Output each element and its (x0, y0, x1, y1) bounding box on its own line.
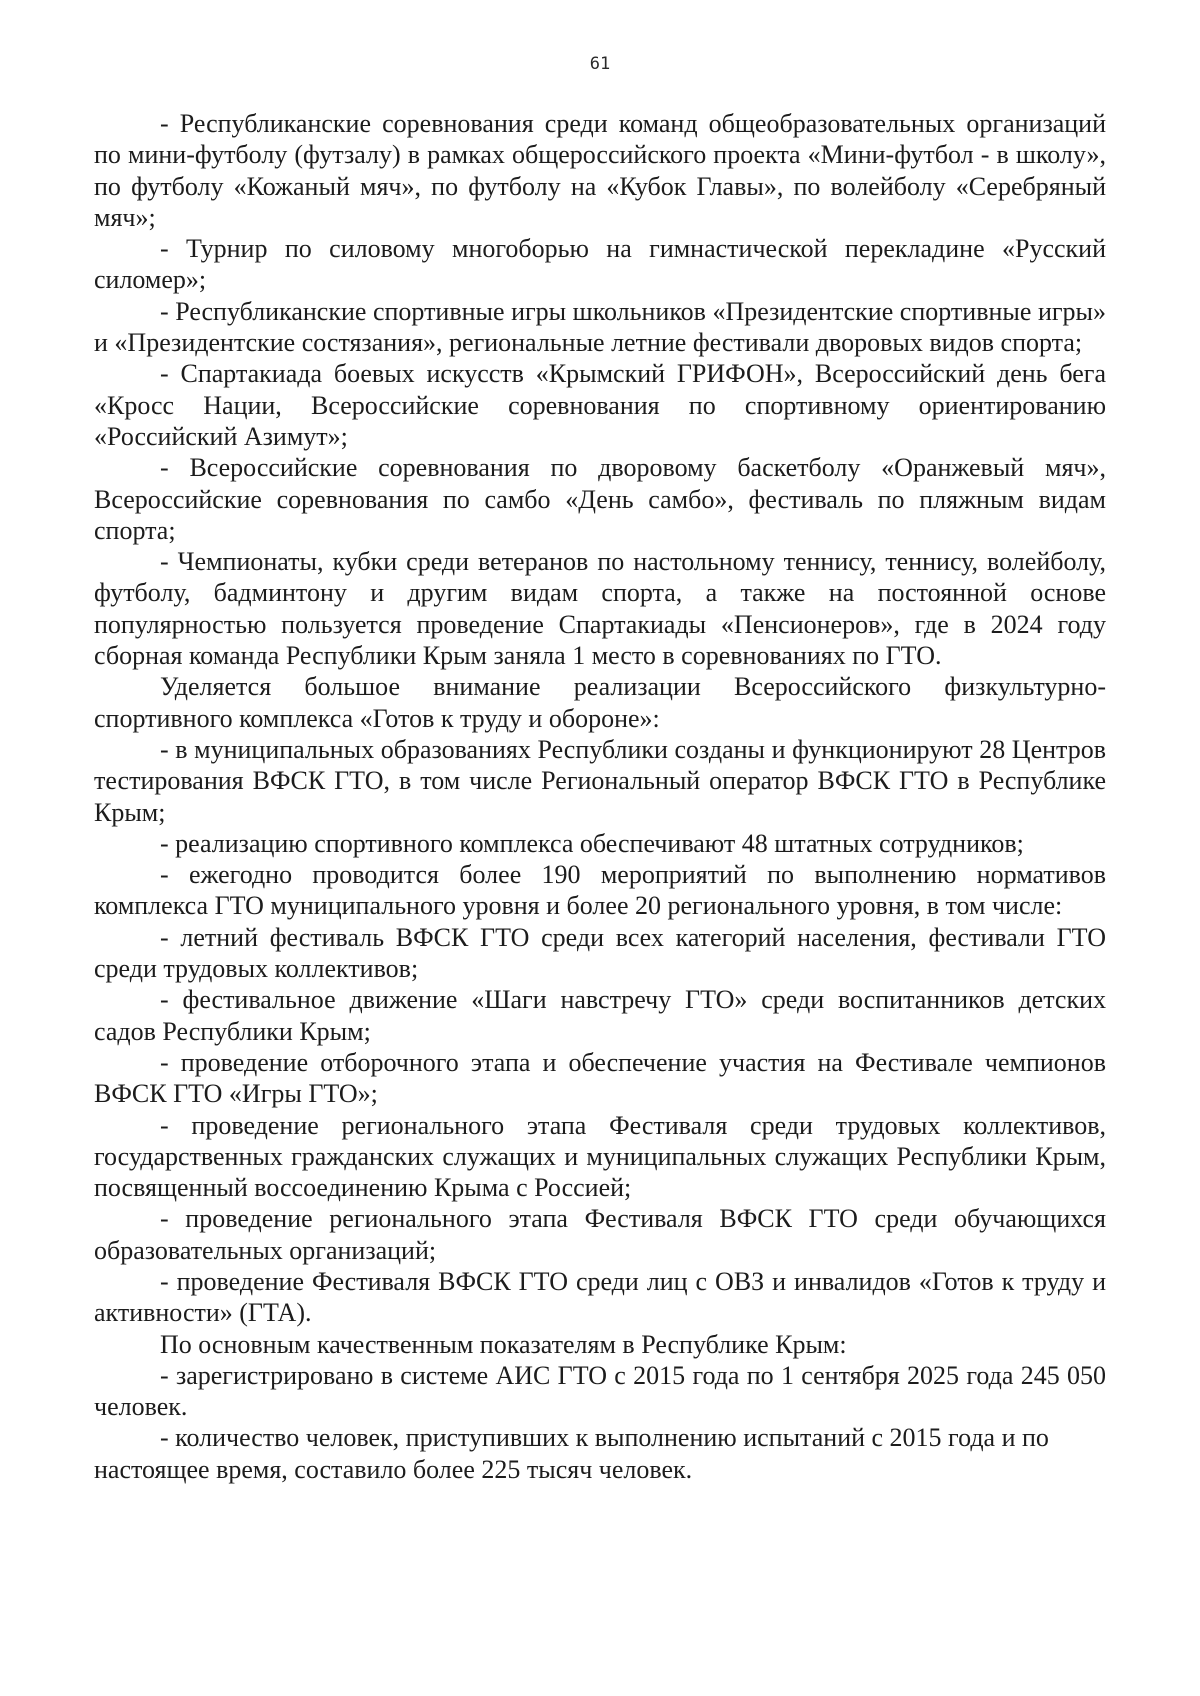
paragraph: - количество человек, приступивших к выполнению испытаний с 2015 года и по настоящее время, составило более 225 тысяч человек. (94, 1423, 1049, 1484)
paragraph: - ежегодно проводится более 190 мероприятий по выполнению нормативов комплекса ГТО муниципального уровня и более 20 регионального уровня, в том числе: (94, 860, 1106, 921)
paragraph: - Турнир по силовому многоборью на гимнастической перекладине «Русский силомер»; (94, 234, 1106, 295)
paragraph: - проведение отборочного этапа и обеспечение участия на Фестивале чемпионов ВФСК ГТО «Игры ГТО»; (94, 1047, 1106, 1109)
paragraph: - фестивальное движение «Шаги навстречу ГТО» среди воспитанников детских садов Республики Крым; (94, 985, 1106, 1046)
paragraph: - проведение регионального этапа Фестиваля ВФСК ГТО среди обучающихся образовательных организаций; (94, 1204, 1106, 1265)
paragraph: - Спартакиада боевых искусств «Крымский ГРИФОН», Всероссийский день бега «Кросс Нации, Всероссийские соревнования по спортивному ориентированию «Российский Азимут»; (94, 359, 1106, 451)
paragraph: - зарегистрировано в системе АИС ГТО с 2015 года по 1 сентября 2025 года 245 050 человек. (94, 1360, 1106, 1422)
paragraph: - реализацию спортивного комплекса обеспечивают 48 штатных сотрудников; (160, 828, 1024, 858)
paragraph: Уделяется большое внимание реализации Всероссийского физкультурно-спортивного комплекса «Готов к труду и обороне»: (94, 672, 1106, 733)
paragraph: - летний фестиваль ВФСК ГТО среди всех категорий населения, фестивали ГТО среди трудовых коллективов; (94, 922, 1106, 984)
document-body (94, 108, 1106, 1485)
paragraph: - Чемпионаты, кубки среди ветеранов по настольному теннису, теннису, волейболу, футболу, бадминтону и другим видам спорта, а также на постоянной основе популярностью пользуется проведение Спартакиады «Пенсионеров», где в 2024 году сборная команда Республики Крым заняла 1 место в соревнованиях по ГТО. (94, 547, 1106, 671)
paragraph: - Республиканские соревнования среди команд общеобразовательных организаций по мини-футболу (футзалу) в рамках общероссийского проекта «Мини-футбол - в школу», по футболу «Кожаный мяч», по футболу на «Кубок Главы», по волейболу «Серебряный мяч»; (94, 109, 1106, 232)
paragraph: - в муниципальных образованиях Республики созданы и функционируют 28 Центров тестирования ВФСК ГТО, в том числе Региональный оператор ВФСК ГТО в Республике Крым; (94, 734, 1106, 827)
paragraph: - Всероссийские соревнования по дворовому баскетболу «Оранжевый мяч», Всероссийские соревнования по самбо «День самбо», фестиваль по пляжным видам спорта; (94, 453, 1106, 545)
paragraph: - проведение Фестиваля ВФСК ГТО среди лиц с ОВЗ и инвалидов «Готов к труду и активности» (ГТА). (94, 1266, 1106, 1328)
paragraph: - Республиканские спортивные игры школьников «Президентские спортивные игры» и «Президентские состязания», региональные летние фестивали дворовых видов спорта; (94, 296, 1106, 358)
page-number: 61 (589, 54, 611, 74)
paragraph: - проведение регионального этапа Фестиваля среди трудовых коллективов, государственных гражданских служащих и муниципальных служащих Республики Крым, посвященный воссоединению Крыма с Россией; (94, 1110, 1106, 1203)
paragraph: По основным качественным показателям в Республике Крым: (160, 1329, 847, 1359)
